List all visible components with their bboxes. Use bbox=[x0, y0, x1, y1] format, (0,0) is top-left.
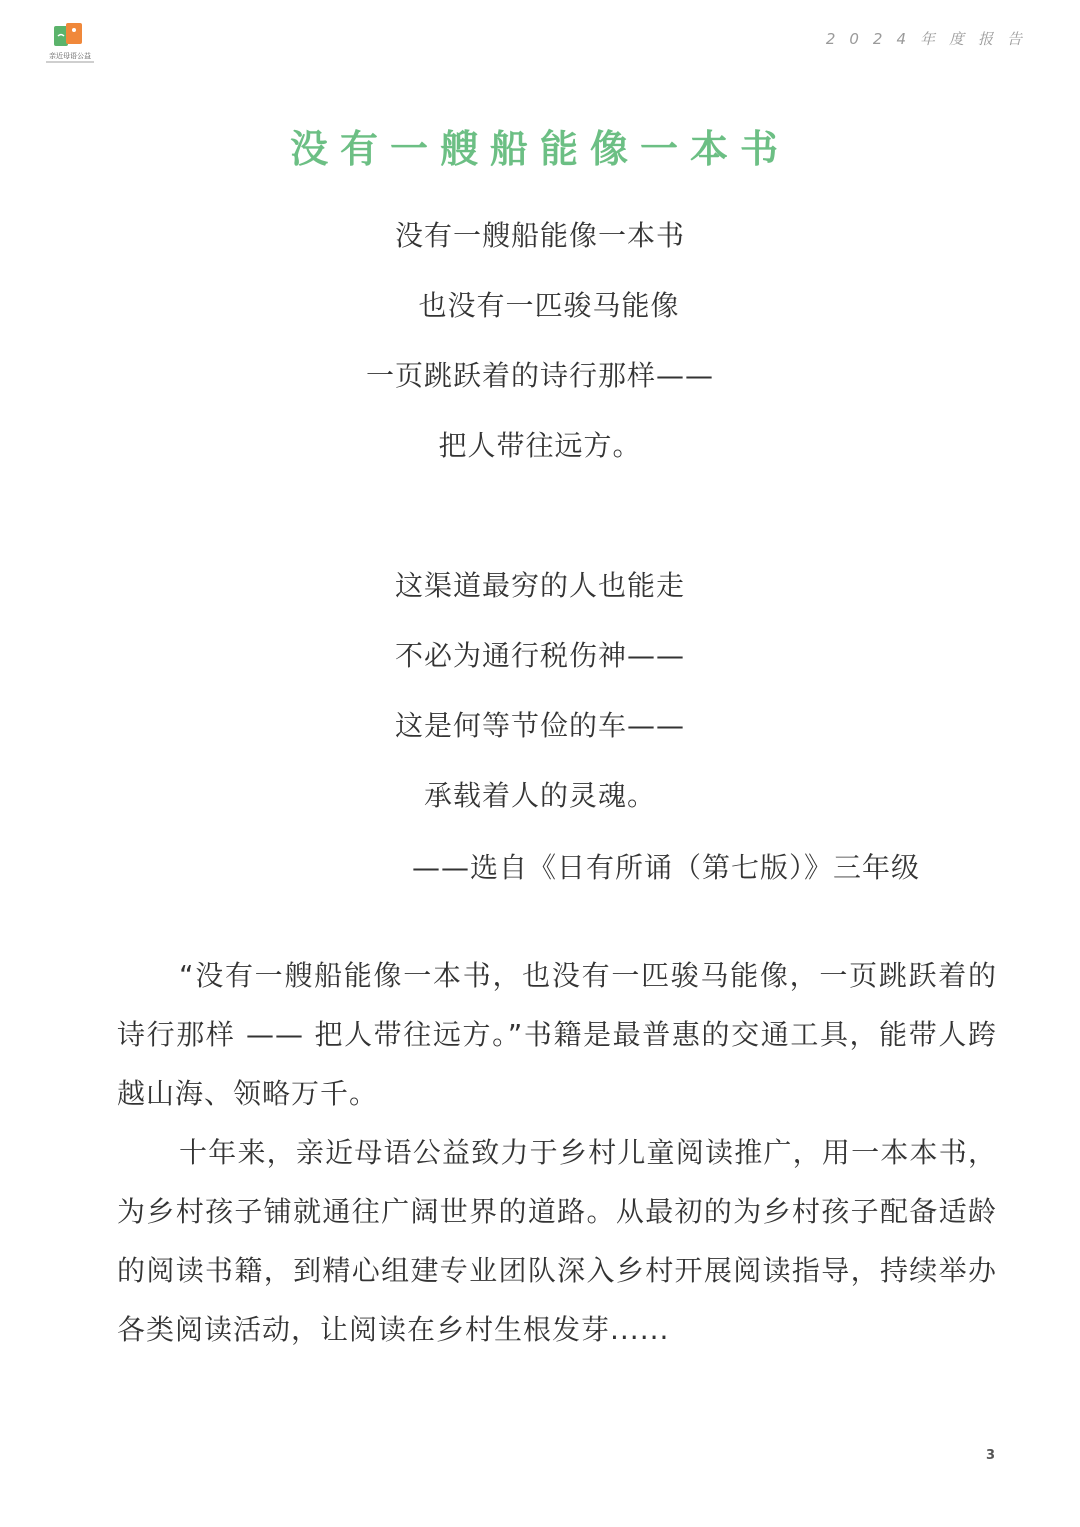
poem-source: ——选自《日有所诵（第七版）》三年级 bbox=[412, 851, 921, 884]
logo bbox=[44, 22, 94, 66]
page-title: 没有一艘船能像一本书 bbox=[289, 127, 790, 171]
poem-line: 这是何等节俭的车—— bbox=[394, 709, 685, 742]
poem-line: 没有一艘船能像一本书 bbox=[394, 219, 685, 252]
poem-line: 一页跳跃着的诗行那样—— bbox=[365, 359, 714, 392]
poem-line: 不必为通行税伤神—— bbox=[394, 639, 685, 672]
book-logo-icon bbox=[52, 22, 88, 50]
body-paragraph: 十年来，亲近母语公益致力于乡村儿童阅读推广，用一本本书，为乡村孩子铺就通往广阔世界的道路。从最初的为乡村孩子配备适龄的阅读书籍，到精心组建专业团队深入乡村开展阅读指导，持续举办各类阅读活动，让阅读在乡村生根发芽...... bbox=[117, 1136, 997, 1346]
logo-name: 亲近母语公益 bbox=[49, 52, 91, 60]
poem-line: 承载着人的灵魂。 bbox=[423, 779, 656, 812]
body-text bbox=[117, 946, 997, 1359]
poem-line: 也没有一匹骏马能像 bbox=[418, 289, 680, 322]
logo-subline bbox=[46, 61, 94, 63]
poem-line: 这渠道最穷的人也能走 bbox=[394, 569, 685, 602]
report-year: 2024年度报告 bbox=[825, 30, 1036, 48]
body-paragraph: “没有一艘船能像一本书，也没有一匹骏马能像，一页跳跃着的诗行那样 —— 把人带往远方。”书籍是最普惠的交通工具，能带人跨越山海、领略万千。 bbox=[117, 959, 997, 1110]
page-number: 3 bbox=[986, 1448, 996, 1463]
poem-line: 把人带往远方。 bbox=[438, 429, 642, 462]
